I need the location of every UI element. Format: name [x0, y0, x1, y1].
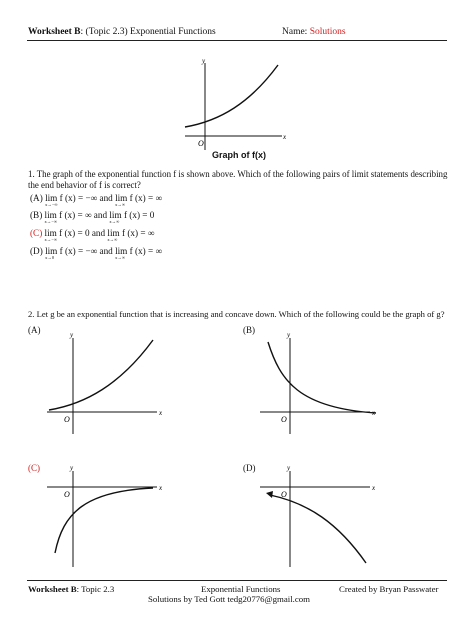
- q1-graph-title: Graph of f(x): [212, 150, 266, 160]
- q2-origin-label: O: [64, 490, 70, 499]
- worksheet-header: [28, 27, 216, 37]
- q2-graph-a-label: (A): [28, 325, 41, 335]
- limit-operator: lim x→∞: [107, 228, 120, 242]
- limit-subscript: x→−∞: [44, 219, 58, 224]
- topic-label: : (Topic 2.3) Exponential Functions: [80, 27, 216, 37]
- limit-expression: f (x) = 0 and: [59, 228, 108, 238]
- q1-option-label: (C): [30, 228, 45, 238]
- footer-topic: : Topic 2.3: [76, 584, 115, 594]
- limit-expression: f (x) = −∞ and: [59, 246, 116, 256]
- q2-curve: [49, 340, 153, 410]
- q2-curve-arrow: [266, 491, 273, 498]
- q1-prompt-line1: 1. The graph of the exponential function f is shown above. Which of the following pairs of limit statements describing: [28, 169, 448, 179]
- limit-operator: lim x→∞: [115, 246, 128, 260]
- q2-graph-c: [45, 463, 170, 573]
- q2-x-label: x: [372, 484, 376, 492]
- limit-expression: f (x) = ∞ and: [59, 210, 110, 220]
- limit-subscript: x→∞: [107, 237, 118, 242]
- limit-operator: lim x→0: [45, 246, 58, 260]
- q2-curve: [270, 495, 366, 563]
- q2-graph-b-label: (B): [243, 325, 255, 335]
- limit-expression: f (x) = ∞: [121, 228, 155, 238]
- q1-option-label: (D): [30, 246, 46, 256]
- q2-graph-b: [258, 330, 383, 440]
- q1-origin-label: O: [198, 139, 204, 148]
- name-header: [282, 27, 346, 37]
- q2-x-label: x: [372, 409, 376, 417]
- q2-curve: [268, 342, 376, 413]
- name-value: Solutions: [309, 27, 346, 37]
- limit-expression: f (x) = ∞: [129, 246, 163, 256]
- limit-subscript: x→∞: [109, 219, 120, 224]
- q2-graph-c-label: (C): [28, 463, 40, 473]
- q1-prompt-line2: the end behavior of f is correct?: [28, 180, 141, 190]
- q1-curve: [185, 65, 278, 127]
- q1-option-label: (A): [30, 193, 46, 203]
- limit-subscript: x→−∞: [45, 202, 58, 207]
- q2-graph-d: [258, 463, 383, 573]
- footer-left: [28, 584, 114, 596]
- q1-option-label: (B): [30, 210, 45, 220]
- q2-x-label: x: [159, 484, 163, 492]
- header-rule: [27, 40, 447, 41]
- limit-expression: f (x) = 0: [123, 210, 155, 220]
- q2-origin-label: O: [281, 490, 287, 499]
- limit-operator: lim x→∞: [115, 193, 128, 207]
- footer-center2: Solutions by Ted Gott tedg20776@gmail.com: [148, 594, 310, 604]
- q2-y-label: y: [287, 464, 291, 472]
- q1-option-d: [30, 246, 163, 260]
- limit-operator: lim x→−∞: [44, 210, 58, 224]
- limit-expression: f (x) = ∞: [129, 193, 163, 203]
- q2-y-label: y: [70, 464, 74, 472]
- q1-graph: [180, 55, 290, 165]
- limit-expression: f (x) = −∞ and: [59, 193, 116, 203]
- q2-y-label: y: [70, 331, 74, 339]
- limit-subscript: x→∞: [115, 255, 126, 260]
- q1-option-b: [30, 210, 155, 224]
- footer-worksheet: Worksheet B: [28, 584, 77, 594]
- limit-operator: lim x→−∞: [44, 228, 58, 242]
- q1-x-label: x: [283, 133, 287, 141]
- q1-option-a: [30, 193, 163, 207]
- q2-graph-d-label: (D): [243, 463, 256, 473]
- worksheet-label: Worksheet B: [28, 27, 81, 37]
- limit-subscript: x→−∞: [44, 237, 58, 242]
- q2-prompt: 2. Let g be an exponential function that is increasing and concave down. Which of the following could be the graph of g?: [28, 309, 445, 319]
- q1-y-label: y: [202, 57, 206, 65]
- footer-center1: Exponential Functions: [201, 584, 281, 594]
- footer-right: Created by Bryan Passwater: [339, 584, 439, 594]
- limit-operator: lim x→−∞: [45, 193, 58, 207]
- q2-origin-label: O: [281, 415, 287, 424]
- limit-subscript: x→∞: [115, 202, 126, 207]
- name-label: Name:: [282, 27, 308, 37]
- q2-origin-label: O: [64, 415, 70, 424]
- q1-option-c: [30, 228, 155, 242]
- q2-graph-a: [45, 330, 170, 440]
- q2-x-label: x: [159, 409, 163, 417]
- limit-operator: lim x→∞: [109, 210, 122, 224]
- q2-y-label: y: [287, 331, 291, 339]
- limit-subscript: x→0: [45, 255, 55, 260]
- footer-rule: [27, 580, 447, 581]
